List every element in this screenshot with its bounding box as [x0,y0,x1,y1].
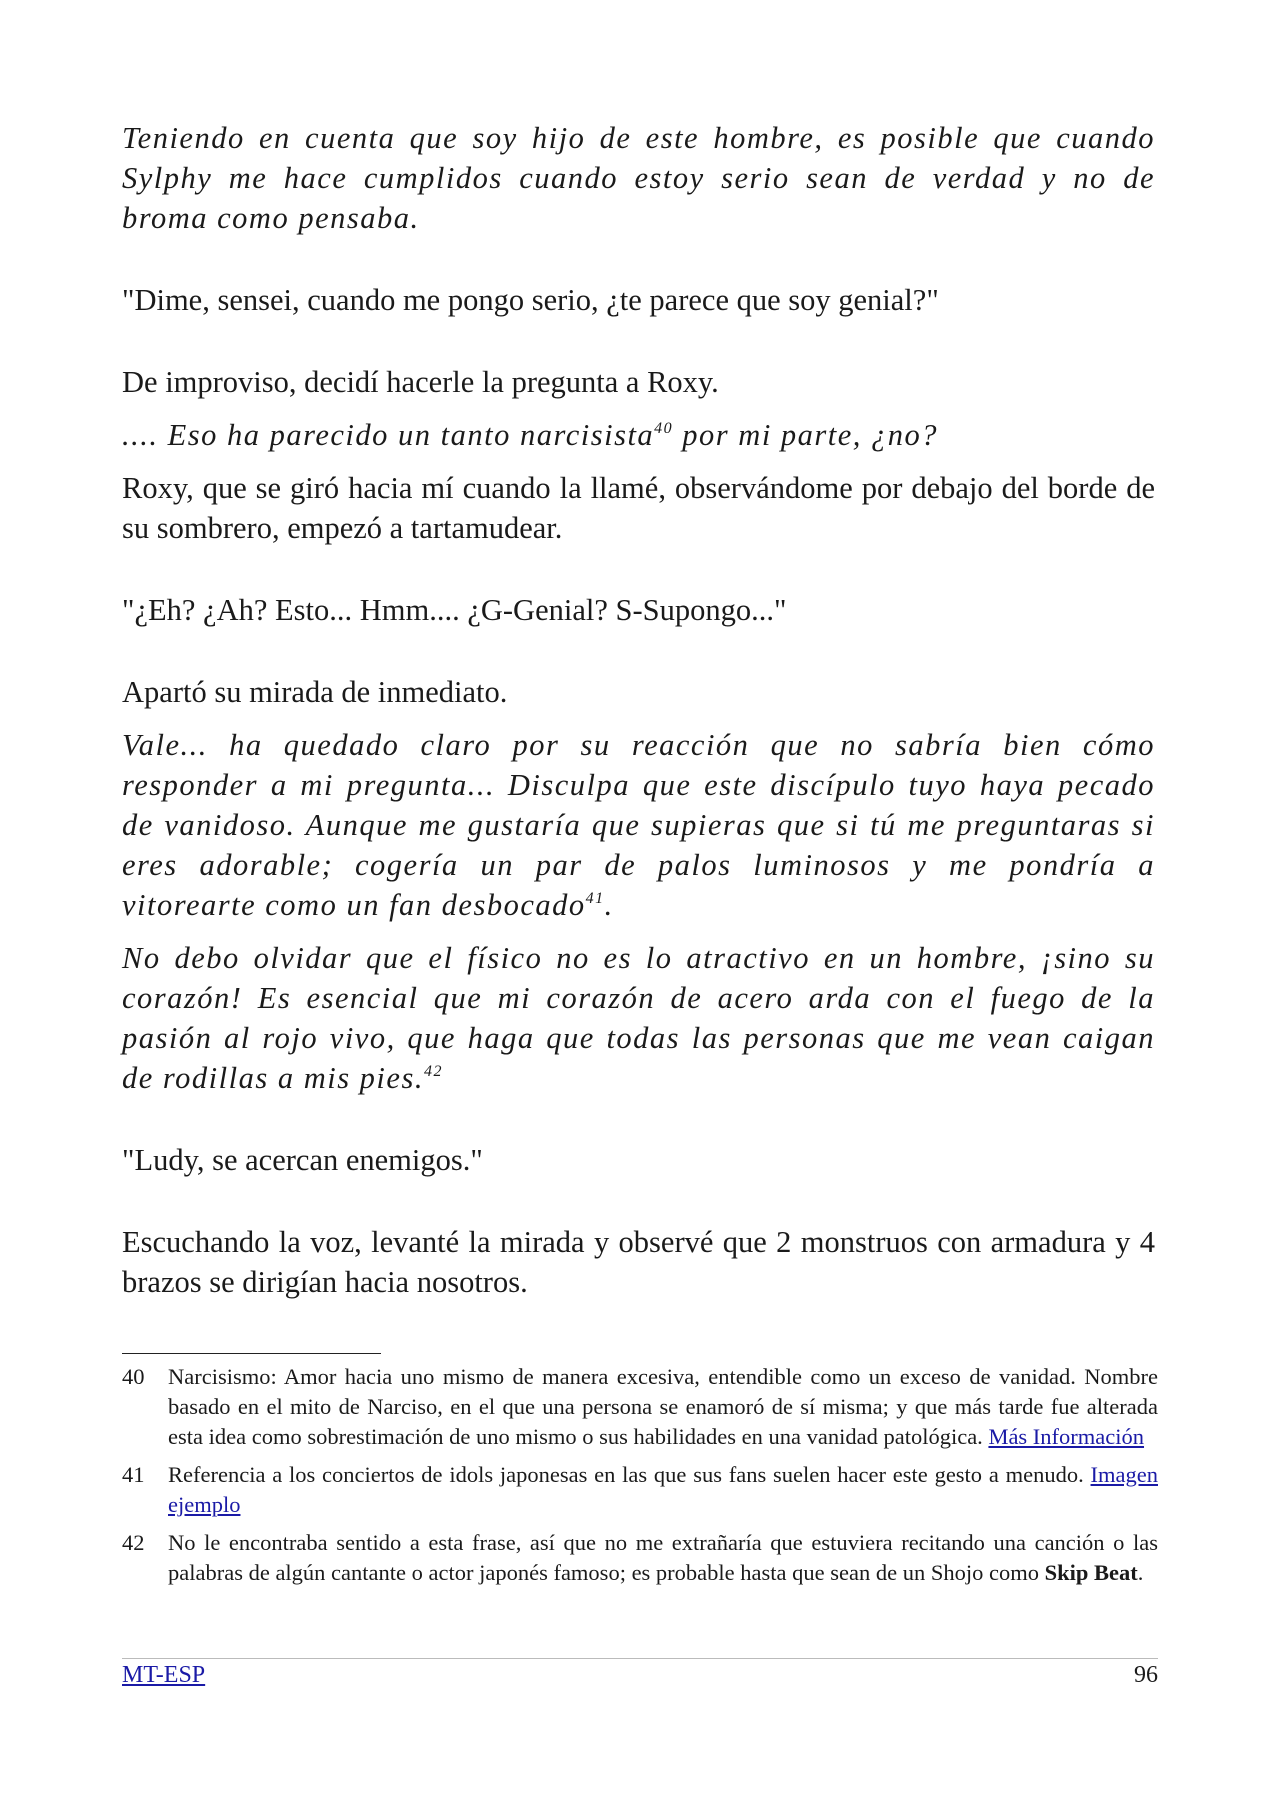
paragraph: Roxy, que se giró hacia mí cuando la llamé, observándome por debajo del borde de su sombrero, empezó a tartamudear. [122,471,1155,545]
footnote [122,1528,1158,1588]
footnote-body: Narcisismo: Amor hacia uno mismo de manera excesiva, entendible como un exceso de vanidad. Nombre basado en el mito de Narciso, en el que una persona se enamoró de sí misma; y que más tarde fue alterada esta idea como sobrestimación de uno mismo o sus habilidades en una vanidad patológica. [168,1364,1158,1449]
footnote-text [168,1362,1158,1452]
footnote-number: 42 [122,1530,145,1555]
footnote-ref: 40 [654,419,674,437]
paragraph: De improviso, decidí hacerle la pregunta a Roxy. [122,365,719,399]
more-info-link[interactable]: Más Información [988,1424,1145,1449]
paragraph [122,725,1155,925]
footnote [122,1362,1158,1452]
footnote-ref: 42 [423,1062,443,1080]
dialogue-line: "Dime, sensei, cuando me pongo serio, ¿te parece que soy genial?" [122,283,939,317]
footnotes [122,1362,1158,1596]
paragraph [122,415,1155,455]
body-text [122,118,1155,1302]
footnote-text [168,1528,1158,1588]
paragraph: Teniendo en cuenta que soy hijo de este hombre, es posible que cuando Sylphy me hace cumplidos cuando estoy serio sean de verdad y no de broma como pensaba. [122,121,1155,235]
paragraph: Escuchando la voz, levanté la mirada y observé que 2 monstruos con armadura y 4 brazos se dirigían hacia nosotros. [122,1225,1155,1299]
page-number: 96 [1134,1662,1158,1688]
footnote-body: Referencia a los conciertos de idols japonesas en las que sus fans suelen hacer este gesto a menudo. [168,1462,1091,1487]
footnote-number: 40 [122,1364,145,1389]
footnote-body: No le encontraba sentido a esta frase, así que no me extrañaría que estuviera recitando una canción o las palabras de algún cantante o actor japonés famoso; es probable hasta que sean de un Shojo como [168,1530,1158,1585]
footer-divider [122,1658,1158,1659]
footnote [122,1460,1158,1520]
footer-source-link[interactable]: MT-ESP [122,1662,206,1688]
footnote-bold-title: Skip Beat [1044,1560,1138,1585]
paragraph-text: por mi parte, ¿no? [673,418,939,452]
paragraph-text: Vale... ha quedado claro por su reacción que no sabría bien cómo responder a mi pregunta... Disculpa que este discípulo tuyo haya pecado de vanidoso. Aunque me gustaría que supieras que si tú me preguntaras si eres adorable; cogería un par de palos luminosos y me pondría a vitorearte como un fan desbocado [122,728,1155,922]
footnote-number: 41 [122,1462,145,1487]
paragraph [122,938,1155,1098]
paragraph-text: .... Eso ha parecido un tanto narcisista [122,418,655,452]
footnote-ref: 41 [585,889,605,907]
paragraph: Apartó su mirada de inmediato. [122,675,508,709]
paragraph-text: No debo olvidar que el físico no es lo atractivo en un hombre, ¡sino su corazón! Es esencial que mi corazón de acero arda con el fuego de la pasión al rojo vivo, que haga que todas las personas que me vean caigan de rodillas a mis pies. [122,941,1155,1095]
dialogue-line: "Ludy, se acercan enemigos." [122,1143,483,1177]
footnote-tail: . [1137,1560,1144,1585]
paragraph-text: . [604,888,614,922]
footnote-text [168,1460,1158,1520]
page-footer [122,1660,1158,1690]
dialogue-line: "¿Eh? ¿Ah? Esto... Hmm.... ¿G-Genial? S-Supongo..." [122,593,787,627]
footnote-divider [122,1353,381,1354]
example-image-link[interactable]: Imagen ejemplo [168,1462,1158,1517]
